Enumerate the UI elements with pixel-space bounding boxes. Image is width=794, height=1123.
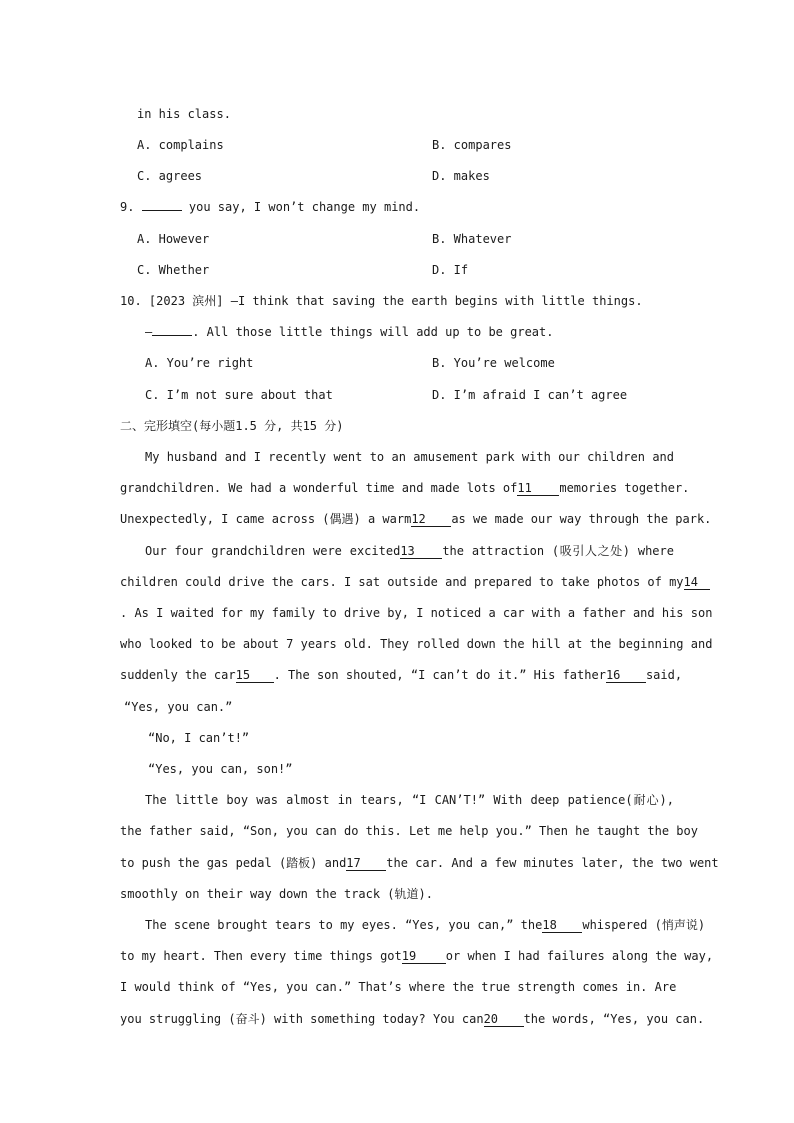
- passage-line: who looked to be about 7 years old. They rolled down the hill at the beginning and: [120, 637, 713, 651]
- q10-dash: —: [145, 325, 153, 339]
- passage-line: grandchildren. We had a wonderful time and made lots of11 memories together.: [120, 481, 690, 495]
- passage-line: “No, I can’t!”: [148, 731, 250, 745]
- q9-option-a: A. However: [137, 232, 210, 246]
- passage-line: you struggling (奋斗) with something today? You can20 the words, “Yes, you can.: [120, 1012, 705, 1026]
- passage-line: Unexpectedly, I came across (偶遇) a warm12 as we made our way through the park.: [120, 512, 712, 526]
- blank-15[interactable]: 15: [236, 669, 274, 683]
- section-2-title: 二、完形填空(每小题1.5 分, 共15 分): [120, 419, 344, 433]
- blank-19[interactable]: 19: [402, 950, 446, 964]
- passage-line: smoothly on their way down the track (轨道).: [120, 887, 433, 901]
- q8-tail: in his class.: [137, 107, 231, 121]
- passage-line: “Yes, you can.”: [124, 700, 233, 714]
- blank-16[interactable]: 16: [606, 669, 646, 683]
- q9-number: 9.: [120, 200, 135, 214]
- blank-11[interactable]: 11: [517, 482, 559, 496]
- passage-line: . As I waited for my family to drive by, I noticed a car with a father and his son: [120, 606, 713, 620]
- q8-option-c: C. agrees: [137, 169, 203, 183]
- q10-line1: —I think that saving the earth begins with little things.: [230, 294, 643, 308]
- q10-option-d: D. I’m afraid I can’t agree: [432, 388, 628, 402]
- q10-line2: [145, 324, 553, 340]
- blank-17[interactable]: 17: [346, 857, 386, 871]
- q10-number: 10.: [120, 294, 142, 308]
- passage-line: suddenly the car15 . The son shouted, “I can’t do it.” His father16 said,: [120, 668, 683, 682]
- question-9: [120, 199, 420, 215]
- q8-option-d: D. makes: [432, 169, 490, 183]
- q10-option-a: A. You’re right: [145, 356, 254, 370]
- q10-blank: [152, 324, 192, 336]
- q10-line2-text: . All those little things will add up to be great.: [192, 325, 554, 339]
- passage-line: The scene brought tears to my eyes. “Yes, you can,” the18 whispered (悄声说): [145, 918, 706, 932]
- passage-line: “Yes, you can, son!”: [148, 762, 293, 776]
- q9-text: you say, I won’t change my mind.: [181, 200, 421, 214]
- q10-option-b: B. You’re welcome: [432, 356, 555, 370]
- q9-option-c: C. Whether: [137, 263, 210, 277]
- passage-line: the father said, “Son, you can do this. Let me help you.” Then he taught the boy: [120, 824, 698, 838]
- blank-13[interactable]: 13: [400, 545, 442, 559]
- passage-line: Our four grandchildren were excited13 the attraction (吸引人之处) where: [145, 544, 674, 558]
- passage-line: children could drive the cars. I sat outside and prepared to take photos of my14: [120, 574, 674, 590]
- blank-18[interactable]: 18: [542, 919, 582, 933]
- blank-14[interactable]: 14: [684, 576, 710, 590]
- q9-option-b: B. Whatever: [432, 232, 512, 246]
- q8-option-b: B. compares: [432, 138, 512, 152]
- passage-line: to push the gas pedal (踏板) and17 the car. And a few minutes later, the two went: [120, 856, 719, 870]
- q10-source: [2023 滨州]: [148, 294, 224, 308]
- passage-line: My husband and I recently went to an amusement park with our children and: [145, 450, 674, 464]
- passage-line: The little boy was almost in tears, “I CAN’T!” With deep patience(耐心),: [145, 793, 674, 807]
- blank-12[interactable]: 12: [411, 513, 451, 527]
- passage-line: to my heart. Then every time things got19 or when I had failures along the way,: [120, 949, 714, 963]
- blank-20[interactable]: 20: [484, 1013, 524, 1027]
- q9-option-d: D. If: [432, 263, 469, 277]
- question-10: [120, 293, 643, 309]
- q8-option-a: A. complains: [137, 138, 224, 152]
- q9-blank: [142, 199, 182, 211]
- q10-option-c: C. I’m not sure about that: [145, 388, 333, 402]
- passage-line: I would think of “Yes, you can.” That’s where the true strength comes in. Are: [120, 980, 677, 994]
